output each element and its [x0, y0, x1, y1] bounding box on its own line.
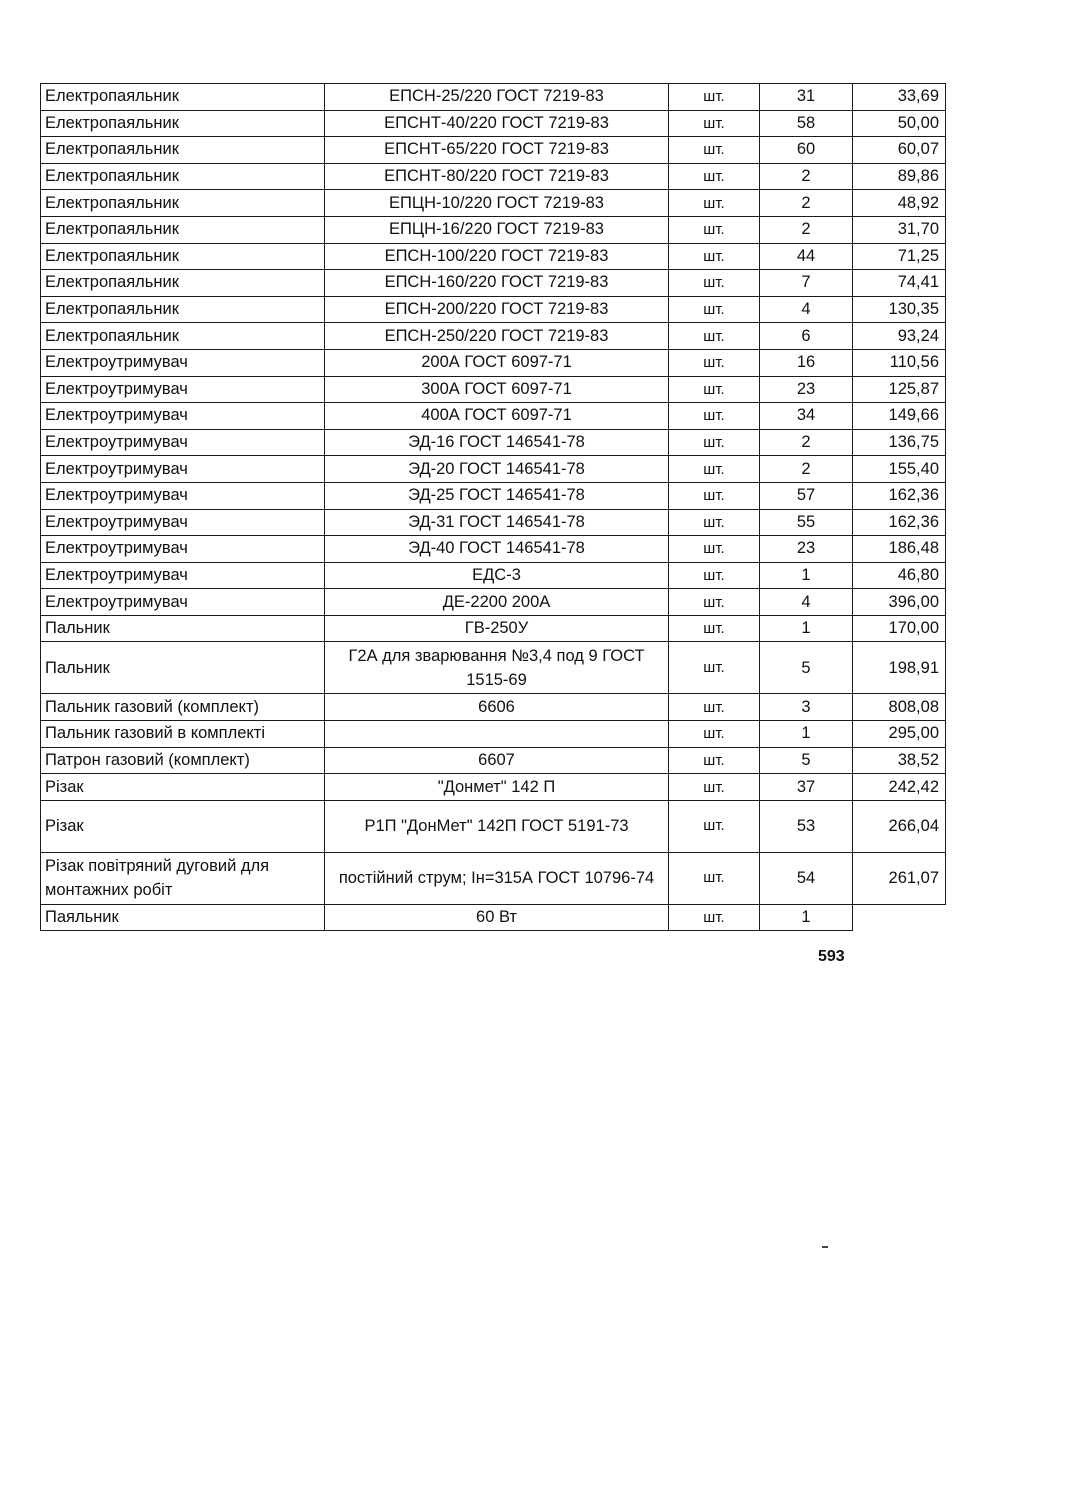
table-row: [41, 747, 946, 774]
unit-cell: шт.: [669, 403, 760, 430]
unit-cell: шт.: [669, 482, 760, 509]
price-cell: 295,00: [853, 721, 946, 748]
item-name-cell: Електропаяльник: [41, 163, 325, 190]
price-cell: 50,00: [853, 110, 946, 137]
item-name-cell: Електропаяльник: [41, 296, 325, 323]
item-name-cell: Електропаяльник: [41, 137, 325, 164]
quantity-cell: 3: [760, 694, 853, 721]
unit-cell: шт.: [669, 694, 760, 721]
quantity-cell: 58: [760, 110, 853, 137]
unit-cell: шт.: [669, 774, 760, 801]
item-name-cell: Електропаяльник: [41, 243, 325, 270]
item-name-cell: Електроутримувач: [41, 403, 325, 430]
item-name-cell: Пальник газовий в комплекті: [41, 721, 325, 748]
price-cell: 110,56: [853, 349, 946, 376]
unit-cell: шт.: [669, 536, 760, 563]
table-row: [41, 694, 946, 721]
item-spec-cell: [325, 721, 669, 748]
table-row: [41, 429, 946, 456]
quantity-cell: 2: [760, 163, 853, 190]
price-cell: 31,70: [853, 216, 946, 243]
price-cell: 261,07: [853, 852, 946, 904]
quantity-cell: 4: [760, 296, 853, 323]
price-cell: 74,41: [853, 270, 946, 297]
quantity-cell: 44: [760, 243, 853, 270]
item-spec-cell: ЕПСНТ-40/220 ГОСТ 7219-83: [325, 110, 669, 137]
price-cell: 125,87: [853, 376, 946, 403]
price-cell: 186,48: [853, 536, 946, 563]
price-cell: 808,08: [853, 694, 946, 721]
table-row: [41, 216, 946, 243]
table-row: [41, 296, 946, 323]
quantity-cell: 2: [760, 429, 853, 456]
unit-cell: шт.: [669, 349, 760, 376]
unit-cell: шт.: [669, 163, 760, 190]
quantity-cell: 54: [760, 852, 853, 904]
item-spec-cell: Р1П "ДонМет" 142П ГОСТ 5191-73: [325, 800, 669, 852]
item-name-cell: Електропаяльник: [41, 84, 325, 111]
item-name-cell: Різак: [41, 800, 325, 852]
unit-cell: шт.: [669, 190, 760, 217]
price-cell: 149,66: [853, 403, 946, 430]
table-row: [41, 800, 946, 852]
unit-cell: шт.: [669, 270, 760, 297]
item-spec-cell: ЭД-20 ГОСТ 146541-78: [325, 456, 669, 483]
quantity-cell: 16: [760, 349, 853, 376]
item-spec-cell: ЕДС-3: [325, 562, 669, 589]
item-spec-cell: ЕПСН-100/220 ГОСТ 7219-83: [325, 243, 669, 270]
unit-cell: шт.: [669, 509, 760, 536]
item-spec-cell: ЕПЦН-16/220 ГОСТ 7219-83: [325, 216, 669, 243]
item-spec-cell: 6607: [325, 747, 669, 774]
table-row: [41, 456, 946, 483]
quantity-cell: 2: [760, 216, 853, 243]
price-cell: 38,52: [853, 747, 946, 774]
item-spec-cell: ГВ-250У: [325, 615, 669, 642]
item-spec-cell: 400А ГОСТ 6097-71: [325, 403, 669, 430]
quantity-cell: 53: [760, 800, 853, 852]
unit-cell: шт.: [669, 429, 760, 456]
unit-cell: шт.: [669, 110, 760, 137]
table-row: [41, 642, 946, 694]
table-row: [41, 615, 946, 642]
item-name-cell: Електроутримувач: [41, 482, 325, 509]
unit-cell: шт.: [669, 296, 760, 323]
item-name-cell: Електроутримувач: [41, 429, 325, 456]
unit-cell: шт.: [669, 642, 760, 694]
price-cell: 48,92: [853, 190, 946, 217]
unit-cell: шт.: [669, 562, 760, 589]
item-name-cell: Паяльник: [41, 904, 325, 931]
item-spec-cell: Г2А для зварювання №3,4 под 9 ГОСТ 1515-69: [325, 642, 669, 694]
item-name-cell: Електропаяльник: [41, 190, 325, 217]
table-row: [41, 852, 946, 904]
item-spec-cell: ЕПСН-250/220 ГОСТ 7219-83: [325, 323, 669, 350]
table-row: [41, 190, 946, 217]
price-cell: 93,24: [853, 323, 946, 350]
item-name-cell: Різак: [41, 774, 325, 801]
quantity-cell: 5: [760, 642, 853, 694]
price-cell: 130,35: [853, 296, 946, 323]
item-spec-cell: постійний струм; Ін=315А ГОСТ 10796-74: [325, 852, 669, 904]
unit-cell: шт.: [669, 615, 760, 642]
item-spec-cell: ЭД-40 ГОСТ 146541-78: [325, 536, 669, 563]
quantity-cell: 6: [760, 323, 853, 350]
unit-cell: шт.: [669, 84, 760, 111]
table-row: [41, 774, 946, 801]
table-row: [41, 163, 946, 190]
quantity-cell: 23: [760, 376, 853, 403]
item-name-cell: Електропаяльник: [41, 110, 325, 137]
item-name-cell: Електроутримувач: [41, 509, 325, 536]
table-row: [41, 509, 946, 536]
quantity-cell: 1: [760, 562, 853, 589]
table-row: [41, 589, 946, 616]
item-spec-cell: ЭД-25 ГОСТ 146541-78: [325, 482, 669, 509]
table-row: [41, 243, 946, 270]
price-cell: 198,91: [853, 642, 946, 694]
item-name-cell: Електропаяльник: [41, 270, 325, 297]
price-cell: 33,69: [853, 84, 946, 111]
item-name-cell: Електроутримувач: [41, 589, 325, 616]
unit-cell: шт.: [669, 589, 760, 616]
table-row: [41, 137, 946, 164]
table-row: [41, 904, 946, 931]
item-spec-cell: ЕПСН-25/220 ГОСТ 7219-83: [325, 84, 669, 111]
quantity-cell: 60: [760, 137, 853, 164]
unit-cell: шт.: [669, 216, 760, 243]
item-name-cell: Електропаяльник: [41, 216, 325, 243]
price-cell: 155,40: [853, 456, 946, 483]
quantity-cell: 23: [760, 536, 853, 563]
item-spec-cell: ЭД-16 ГОСТ 146541-78: [325, 429, 669, 456]
quantity-cell: 5: [760, 747, 853, 774]
item-name-cell: Електроутримувач: [41, 349, 325, 376]
item-spec-cell: ЕПСНТ-65/220 ГОСТ 7219-83: [325, 137, 669, 164]
unit-cell: шт.: [669, 243, 760, 270]
item-name-cell: Пальник: [41, 642, 325, 694]
price-cell: 396,00: [853, 589, 946, 616]
table-row: [41, 323, 946, 350]
item-spec-cell: "Донмет" 142 П: [325, 774, 669, 801]
table-row: [41, 536, 946, 563]
item-spec-cell: 6606: [325, 694, 669, 721]
unit-cell: шт.: [669, 137, 760, 164]
price-cell: [853, 904, 946, 931]
quantity-cell: 1: [760, 721, 853, 748]
item-spec-cell: 60 Вт: [325, 904, 669, 931]
quantity-cell: 55: [760, 509, 853, 536]
item-name-cell: Електроутримувач: [41, 456, 325, 483]
price-cell: 170,00: [853, 615, 946, 642]
table-row: [41, 376, 946, 403]
unit-cell: шт.: [669, 904, 760, 931]
item-spec-cell: ЕПСН-200/220 ГОСТ 7219-83: [325, 296, 669, 323]
item-spec-cell: ЭД-31 ГОСТ 146541-78: [325, 509, 669, 536]
table-row: [41, 349, 946, 376]
quantity-cell: 57: [760, 482, 853, 509]
price-cell: 71,25: [853, 243, 946, 270]
unit-cell: шт.: [669, 376, 760, 403]
price-cell: 242,42: [853, 774, 946, 801]
unit-cell: шт.: [669, 852, 760, 904]
item-spec-cell: 300А ГОСТ 6097-71: [325, 376, 669, 403]
quantity-cell: 7: [760, 270, 853, 297]
quantity-cell: 4: [760, 589, 853, 616]
item-spec-cell: ЕПСН-160/220 ГОСТ 7219-83: [325, 270, 669, 297]
item-name-cell: Пальник газовий (комплект): [41, 694, 325, 721]
price-cell: 46,80: [853, 562, 946, 589]
table-row: [41, 110, 946, 137]
item-name-cell: Електроутримувач: [41, 562, 325, 589]
quantity-cell: 2: [760, 190, 853, 217]
inventory-table: [40, 83, 946, 931]
quantity-cell: 34: [760, 403, 853, 430]
price-cell: 136,75: [853, 429, 946, 456]
item-spec-cell: ДЕ-2200 200А: [325, 589, 669, 616]
price-cell: 60,07: [853, 137, 946, 164]
unit-cell: шт.: [669, 323, 760, 350]
price-cell: 162,36: [853, 509, 946, 536]
quantity-cell: 31: [760, 84, 853, 111]
unit-cell: шт.: [669, 721, 760, 748]
total-quantity: 593: [818, 948, 845, 965]
item-spec-cell: 200А ГОСТ 6097-71: [325, 349, 669, 376]
item-name-cell: Електропаяльник: [41, 323, 325, 350]
table-row: [41, 84, 946, 111]
unit-cell: шт.: [669, 747, 760, 774]
price-cell: 89,86: [853, 163, 946, 190]
table-row: [41, 403, 946, 430]
item-spec-cell: ЕПСНТ-80/220 ГОСТ 7219-83: [325, 163, 669, 190]
item-name-cell: Електроутримувач: [41, 536, 325, 563]
item-name-cell: Різак повітряний дуговий для монтажних робіт: [41, 852, 325, 904]
table-row: [41, 562, 946, 589]
quantity-cell: 1: [760, 615, 853, 642]
item-name-cell: Пальник: [41, 615, 325, 642]
table-row: [41, 482, 946, 509]
table-row: [41, 721, 946, 748]
price-cell: 162,36: [853, 482, 946, 509]
item-name-cell: Електроутримувач: [41, 376, 325, 403]
quantity-cell: 1: [760, 904, 853, 931]
price-cell: 266,04: [853, 800, 946, 852]
quantity-cell: 37: [760, 774, 853, 801]
unit-cell: шт.: [669, 456, 760, 483]
table-row: [41, 270, 946, 297]
quantity-cell: 2: [760, 456, 853, 483]
scan-artifact: [822, 1246, 828, 1248]
item-name-cell: Патрон газовий (комплект): [41, 747, 325, 774]
unit-cell: шт.: [669, 800, 760, 852]
item-spec-cell: ЕПЦН-10/220 ГОСТ 7219-83: [325, 190, 669, 217]
